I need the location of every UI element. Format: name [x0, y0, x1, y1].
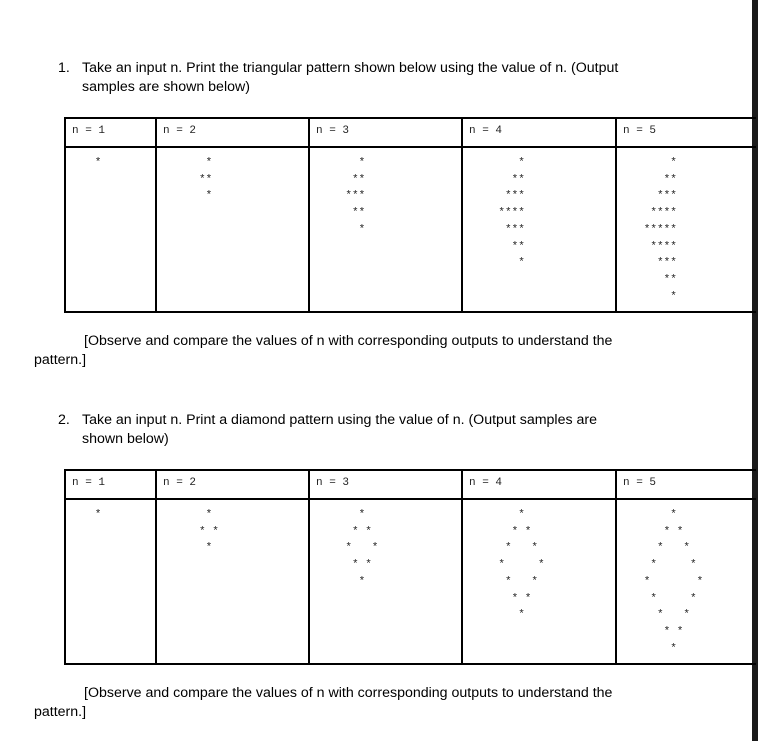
header-n-1: n = 1 [65, 470, 156, 499]
table-header-row [65, 470, 756, 499]
diamond-output-n-1: * [75, 509, 102, 521]
diamond-output-n-3: * * * * * * * * [345, 509, 379, 588]
header-n-2: n = 2 [156, 118, 309, 147]
triangle-output-n-3: * ** *** ** * [345, 157, 366, 236]
output-cell-n-3 [309, 147, 462, 312]
output-cell-n-1 [65, 499, 156, 664]
header-n-5: n = 5 [616, 470, 756, 499]
output-cell-n-1 [65, 147, 156, 312]
question-2-text-line-2: shown below) [82, 431, 169, 447]
header-n-4: n = 4 [462, 118, 616, 147]
output-cell-n-3 [309, 499, 462, 664]
header-n-3: n = 3 [309, 470, 462, 499]
header-n-4: n = 4 [462, 470, 616, 499]
question-1 [58, 59, 738, 99]
question-1-text-line-2: samples are shown below) [82, 79, 250, 95]
header-n-2: n = 2 [156, 470, 309, 499]
output-cell-n-2 [156, 147, 309, 312]
diamond-pattern-table [64, 469, 756, 665]
table-output-row [65, 499, 756, 664]
header-n-3: n = 3 [309, 118, 462, 147]
header-n-5: n = 5 [616, 118, 756, 147]
diamond-output-n-4: * * * * * * * * * * * * [498, 509, 545, 622]
question-1-number: 1. [58, 60, 70, 76]
observe-note-1 [34, 332, 734, 372]
question-2-number: 2. [58, 412, 70, 428]
output-cell-n-4 [462, 147, 616, 312]
header-n-1: n = 1 [65, 118, 156, 147]
output-cell-n-4 [462, 499, 616, 664]
output-cell-n-2 [156, 499, 309, 664]
diamond-output-n-2: * * * * [199, 509, 219, 555]
observe-note-1-line-1: [Observe and compare the values of n with corresponding outputs to understand the [84, 333, 613, 349]
triangle-output-n-2: * ** * [199, 157, 213, 203]
question-2-text-line-1: Take an input n. Print a diamond pattern using the value of n. (Output samples are [82, 412, 597, 428]
question-1-text-line-1: Take an input n. Print the triangular pattern shown below using the value of n. (Output [82, 60, 619, 76]
table-output-row [65, 147, 756, 312]
triangle-pattern-table [64, 117, 756, 313]
triangle-output-n-4: * ** *** **** *** ** * [498, 157, 525, 270]
diamond-output-n-5: * * * * * * * * * * * * * * * * [643, 509, 704, 655]
output-cell-n-5 [616, 147, 756, 312]
triangle-output-n-5: * ** *** **** ***** **** *** ** * [643, 157, 677, 303]
observe-note-2-line-1: [Observe and compare the values of n with corresponding outputs to understand the [84, 685, 613, 701]
observe-note-1-line-2: pattern.] [34, 352, 87, 368]
observe-note-2 [34, 684, 734, 724]
triangle-output-n-1: * [75, 157, 102, 169]
observe-note-2-line-2: pattern.] [34, 704, 87, 720]
table-header-row [65, 118, 756, 147]
question-2 [58, 411, 738, 451]
output-cell-n-5 [616, 499, 756, 664]
